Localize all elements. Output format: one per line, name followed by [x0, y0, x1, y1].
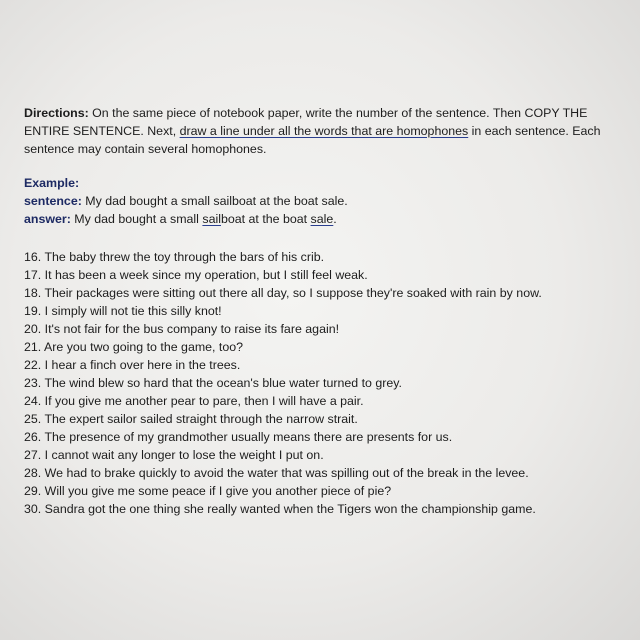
example-answer-post: .	[333, 212, 337, 226]
sentence-18: 18. Their packages were sitting out there all day, so I suppose they're soaked with rain by now.	[24, 286, 542, 300]
sentence-list	[24, 248, 628, 518]
sentence-23: 23. The wind blew so hard that the ocean's blue water turned to grey.	[24, 376, 402, 390]
sentence-19: 19. I simply will not tie this silly knot!	[24, 304, 222, 318]
directions-text-1: On the same piece of notebook paper, write the number of the sentence. Then COPY THE ENTIRE SENTENCE. Next,	[24, 106, 588, 138]
example-answer-mid: boat at the boat	[220, 212, 311, 226]
example-answer-pre: My dad bought a small	[70, 212, 203, 226]
example-answer-underline-2: sale	[310, 212, 334, 226]
sentence-27: 27. I cannot wait any longer to lose the weight I put on.	[24, 448, 324, 462]
directions-text-2: in each sentence. Each sentence may contain several homophones.	[24, 124, 601, 156]
sentence-21: 21. Are you two going to the game, too?	[24, 340, 244, 354]
sentence-25: 25. The expert sailor sailed straight through the narrow strait.	[24, 412, 358, 426]
example-answer-label: answer:	[24, 212, 71, 226]
worksheet-document	[24, 104, 628, 518]
sentence-29: 29. Will you give me some peace if I give you another piece of pie?	[24, 484, 392, 498]
example-label: Example:	[24, 176, 80, 190]
example-sentence-text: My dad bought a small sailboat at the boat sale.	[81, 194, 348, 208]
example-sentence-label: sentence:	[24, 194, 82, 208]
directions-paragraph	[24, 104, 628, 158]
sentence-22: 22. I hear a finch over here in the trees.	[24, 358, 241, 372]
sentence-24: 24. If you give me another pear to pare, then I will have a pair.	[24, 394, 364, 408]
sentence-17: 17. It has been a week since my operation, but I still feel weak.	[24, 268, 368, 282]
example-sentence	[24, 192, 628, 210]
directions-label: Directions:	[24, 106, 89, 120]
sentence-20: 20. It's not fair for the bus company to raise its fare again!	[24, 322, 340, 336]
sentence-16: 16. The baby threw the toy through the bars of his crib.	[24, 250, 325, 264]
sentence-26: 26. The presence of my grandmother usually means there are presents for us.	[24, 430, 453, 444]
example-answer-underline-1: sail	[202, 212, 221, 226]
example-answer	[24, 210, 628, 228]
directions-underlined-text: draw a line under all the words that are homophones	[179, 124, 469, 138]
sentence-28: 28. We had to brake quickly to avoid the water that was spilling out of the break in the levee.	[24, 466, 529, 480]
example-block	[24, 174, 628, 228]
sentence-30: 30. Sandra got the one thing she really wanted when the Tigers won the championship game.	[24, 502, 536, 516]
